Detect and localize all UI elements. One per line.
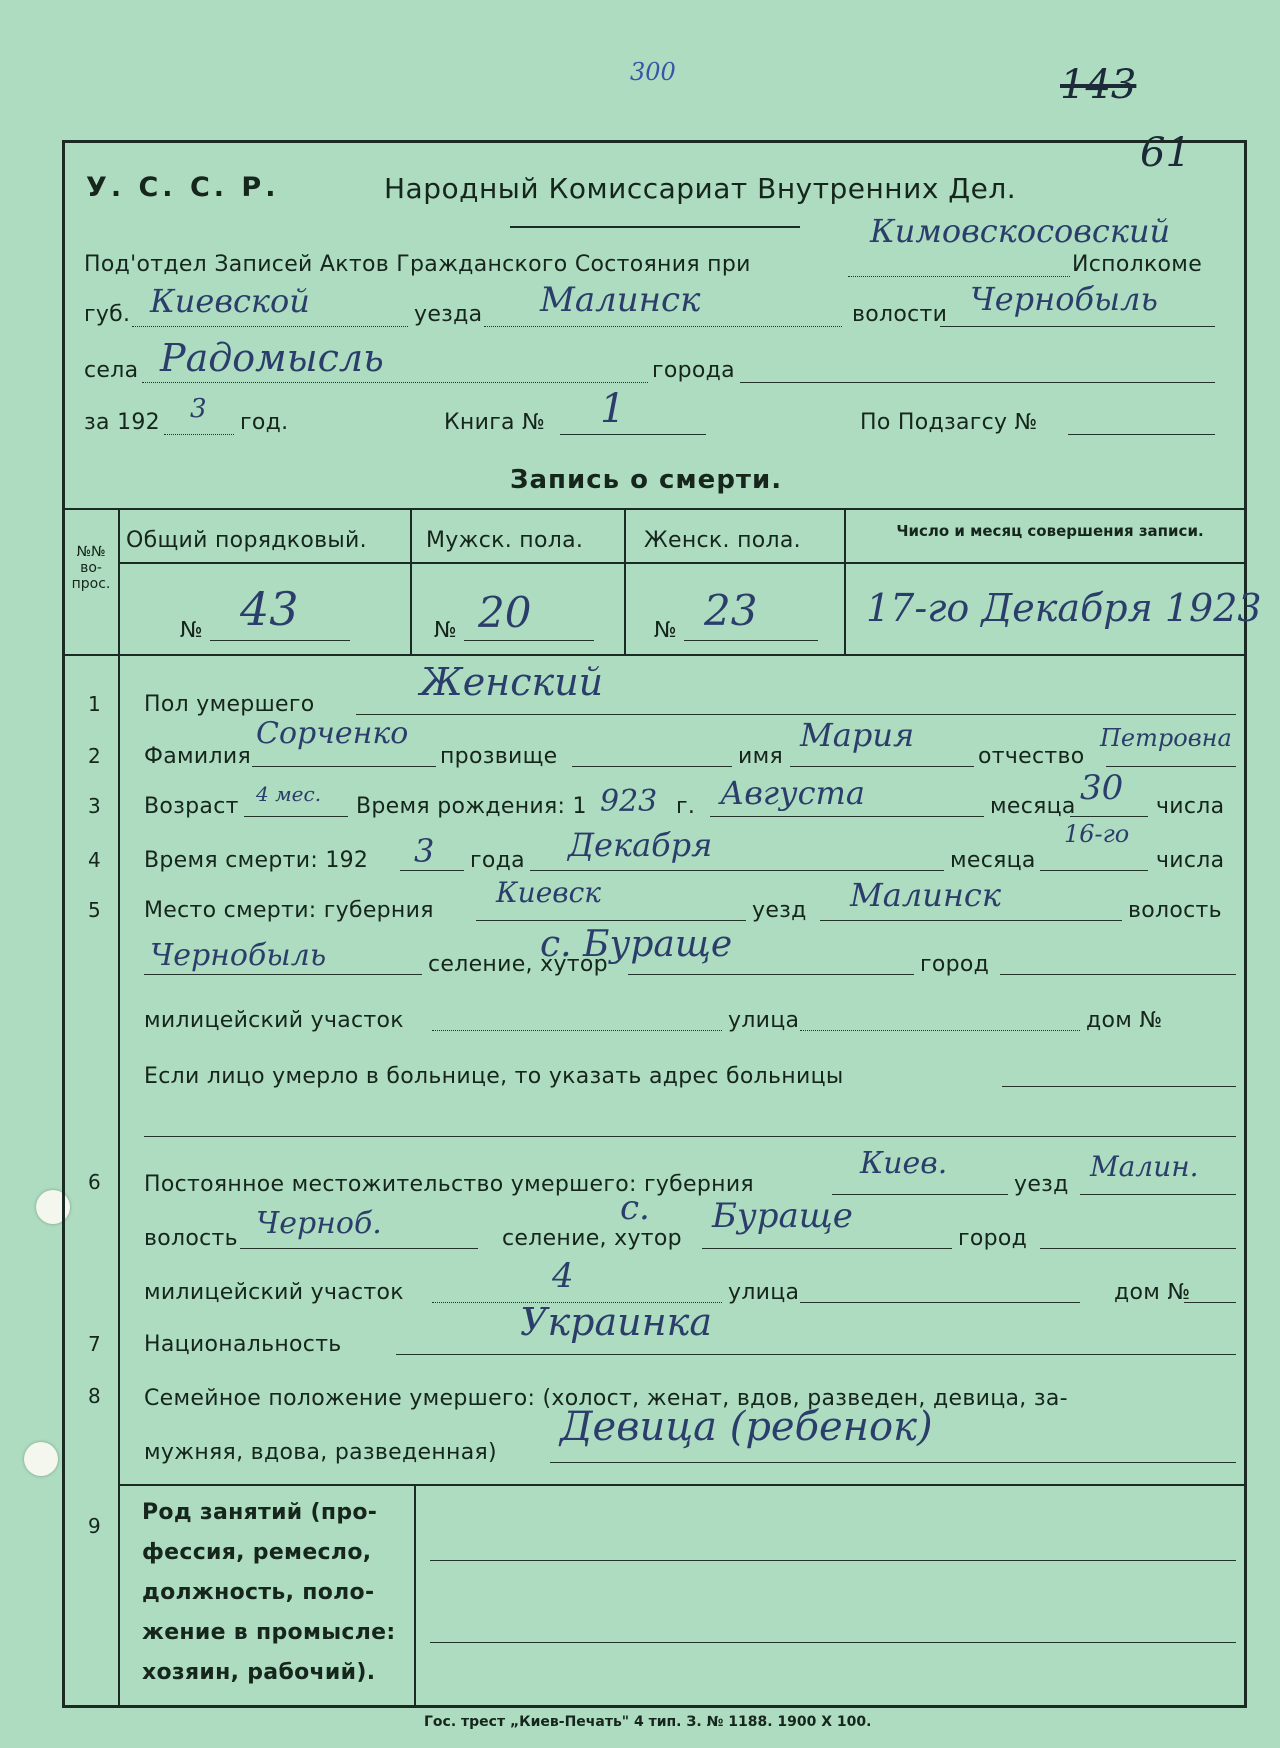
name-value: Мария (800, 716, 915, 754)
archive-top-number: 300 (630, 58, 676, 86)
selo-value: Радомысль (160, 336, 384, 380)
residence-street-label: улица (728, 1280, 800, 1305)
uezd-label: уезда (414, 302, 483, 327)
residence-uezd: Малин. (1090, 1150, 1199, 1183)
name-label: имя (738, 744, 784, 769)
row-number-7: 7 (88, 1332, 101, 1356)
registry-line1-label: Под'отдел Записей Актов Гражданского Состояния при (84, 252, 751, 277)
residence-selenie-prefix: с. (620, 1188, 650, 1228)
residence-militia-label: милицейский участок (144, 1280, 404, 1305)
birth-year: 923 (600, 784, 658, 819)
row-number-2: 2 (88, 744, 101, 768)
sex-value: Женский (420, 660, 604, 704)
place-uezd-label: уезд (752, 898, 807, 923)
place-volost: Чернобыль (150, 938, 327, 973)
row-number-4: 4 (88, 848, 101, 872)
sex-label: Пол умершего (144, 692, 315, 717)
family-value: Девица (ребенок) (560, 1404, 933, 1450)
patronymic-label: отчество (978, 744, 1085, 769)
birth-day-label: числа (1156, 794, 1225, 819)
occupation-label-4: жение в промысле: (142, 1620, 396, 1645)
column-general: Общий порядковый. (126, 528, 367, 553)
row-number-9: 9 (88, 1514, 101, 1538)
nationality-label: Национальность (144, 1332, 342, 1357)
patronymic-value: Петровна (1100, 724, 1232, 752)
residence-selenie: Бураще (712, 1196, 853, 1236)
place-street-label: улица (728, 1008, 800, 1033)
occupation-label-5: хозяин, рабочий). (142, 1660, 376, 1685)
place-militia-label: милицейский участок (144, 1008, 404, 1033)
male-value: 20 (478, 588, 532, 637)
death-day: 16-го (1064, 820, 1130, 848)
residence-label: Постоянное местожительство умершего: губерния (144, 1172, 754, 1197)
residence-volost-label: волость (144, 1226, 238, 1251)
residence-house-label: дом № (1114, 1280, 1191, 1305)
place-label: Место смерти: губерния (144, 898, 434, 923)
place-volost-label: волость (1128, 898, 1222, 923)
uezd-value: Малинск (540, 280, 701, 320)
column-female: Женск. пола. (644, 528, 801, 553)
residence-volost: Черноб. (256, 1206, 382, 1241)
birth-day: 30 (1080, 768, 1124, 808)
year-prefix: за 192 (84, 410, 160, 435)
question-column-label: №№ во- прос. (71, 544, 111, 592)
place-selenie: с. Бураще (540, 924, 733, 965)
birth-g: г. (676, 794, 696, 819)
death-label: Время смерти: 192 (144, 848, 369, 873)
general-no: № (180, 618, 204, 643)
volost-value: Чернобыль (970, 280, 1158, 318)
birth-month: Августа (720, 774, 865, 812)
hospital-label: Если лицо умерло в больнице, то указать адрес больницы (144, 1064, 844, 1089)
general-value: 43 (240, 582, 299, 636)
row-number-3: 3 (88, 794, 101, 818)
header-rule (510, 226, 800, 228)
year-value: 3 (190, 394, 207, 424)
row-number-5: 5 (88, 898, 101, 922)
occupation-label-3: должность, поло- (142, 1580, 375, 1605)
residence-gub: Киев. (860, 1146, 948, 1181)
row-number-1: 1 (88, 692, 101, 716)
occupation-label-1: Род занятий (про- (142, 1500, 378, 1525)
year-suffix: год. (240, 410, 289, 435)
birth-label: Время рождения: 1 (356, 794, 587, 819)
column-date: Число и месяц совершения записи. (896, 522, 1204, 540)
female-value: 23 (704, 586, 758, 635)
book-label: Книга № (444, 410, 546, 435)
residence-selenie-label: селение, хутор (502, 1226, 682, 1251)
ministry-header: Народный Комиссариат Внутренних Дел. (384, 172, 1017, 205)
form-title: Запись о смерти. (510, 465, 783, 495)
nationality-value: Украинка (520, 1300, 712, 1344)
age-label: Возраст (144, 794, 239, 819)
surname-label: Фамилия (144, 744, 252, 769)
subregister-label: По Подзагсу № (860, 410, 1038, 435)
death-day-label: числа (1156, 848, 1225, 873)
residence-city-label: город (958, 1226, 1028, 1251)
registry-line1-end: Исполкоме (1072, 252, 1203, 277)
death-month: Декабря (568, 826, 713, 864)
archive-corner-mark: 143 (1060, 62, 1137, 108)
book-value: 1 (600, 386, 626, 432)
female-no: № (654, 618, 678, 643)
residence-uezd-label: уезд (1014, 1172, 1069, 1197)
occupation-label-2: фессия, ремесло, (142, 1540, 372, 1565)
place-city-label: город (920, 952, 990, 977)
city-label: города (652, 358, 735, 383)
place-uezd: Малинск (850, 876, 1001, 914)
place-gub: Киевск (496, 876, 601, 909)
row-number-6: 6 (88, 1170, 101, 1194)
punch-hole-bottom (24, 1442, 58, 1476)
volost-label: волости (852, 302, 948, 327)
residence-militia: 4 (552, 1256, 574, 1296)
death-month-label: месяца (950, 848, 1036, 873)
footer-imprint: Гос. трест „Киев-Печать" 4 тип. З. № 1188. 1900 X 100. (424, 1714, 872, 1730)
date-value: 17-го Декабря 1923 (866, 586, 1262, 630)
place-house-label: дом № (1086, 1008, 1163, 1033)
death-year-label: года (470, 848, 525, 873)
family-label: Семейное положение умершего: (холост, женат, вдов, разведен, девица, за- (144, 1386, 1068, 1411)
male-no: № (434, 618, 458, 643)
country-header: У. С. С. Р. (86, 172, 280, 203)
archive-corner-mark-2: 61 (1140, 130, 1191, 176)
gub-value: Киевской (150, 282, 310, 320)
death-year: 3 (414, 832, 435, 870)
selo-label: села (84, 358, 139, 383)
registry-line1-value: Кимовскосовский (870, 212, 1171, 250)
row-number-8: 8 (88, 1384, 101, 1408)
family-label-2: мужняя, вдова, разведенная) (144, 1440, 497, 1465)
gub-label: губ. (84, 302, 131, 327)
age-value: 4 мес. (256, 782, 322, 806)
surname-value: Сорченко (256, 716, 409, 751)
birth-month-label: месяца (990, 794, 1076, 819)
place-selenie-label: селение, хутор (428, 952, 608, 977)
column-male: Мужск. пола. (426, 528, 584, 553)
nick-label: прозвище (440, 744, 558, 769)
